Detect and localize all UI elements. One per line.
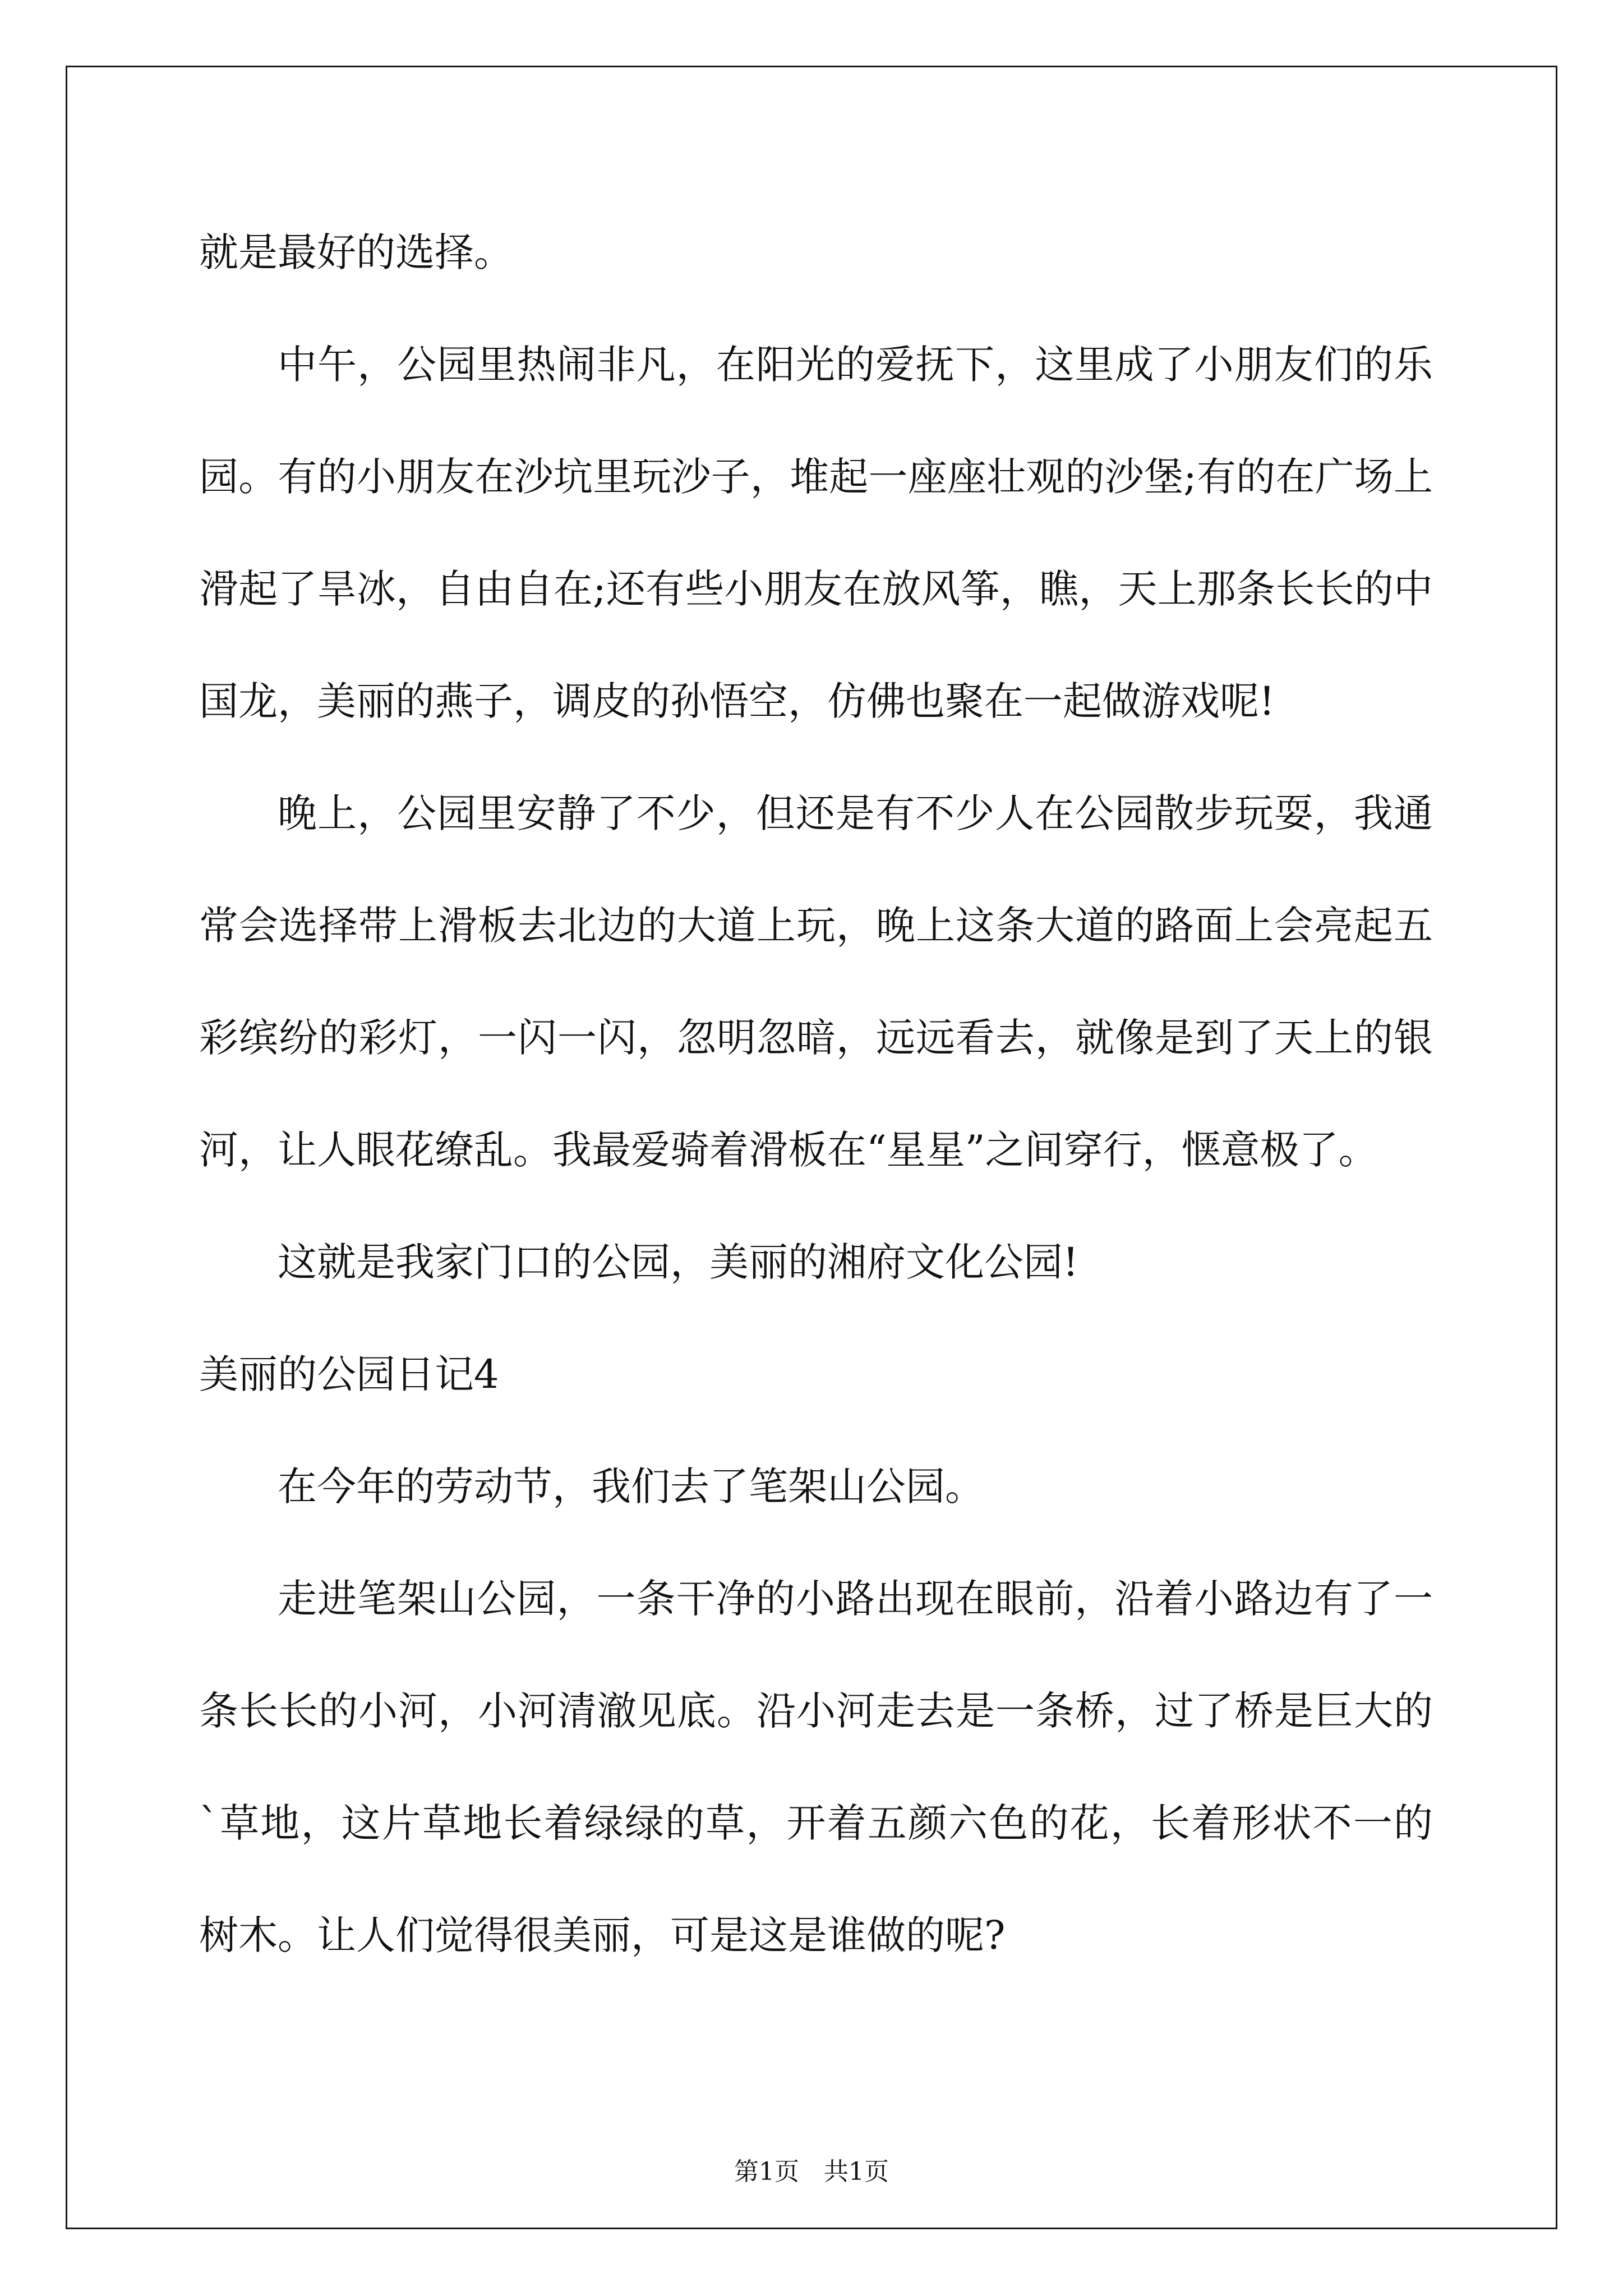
paragraph-conclusion: 这就是我家门口的公园，美丽的湘府文化公园! (278, 1239, 1079, 1285)
section-heading: 美丽的公园日记4 (199, 1351, 499, 1397)
page-footer (0, 2155, 1623, 2189)
paragraph-evening: 晚上，公园里安静了不少，但还是有不少人在公园散步玩耍，我通常会选择带上滑板去北边的大道上玩，晚上这条大道的路面上会亮起五彩缤纷的彩灯，一闪一闪，忽明忽暗，远远看去，就像是到了天上的银河，让人眼花缭乱。我最爱骑着滑板在“星星”之间穿行，惬意极了。 (199, 790, 1433, 1173)
page-number: 第1页 (734, 2157, 799, 2186)
paragraph-labor-day: 在今年的劳动节，我们去了笔架山公园。 (278, 1464, 984, 1510)
page-total: 共1页 (824, 2157, 889, 2186)
paragraph-continuation: 就是最好的选择。 (199, 229, 513, 275)
paragraph-bijia-park: 走进笔架山公园，一条干净的小路出现在眼前，沿着小路边有了一条长长的小河，小河清澈见底。沿小河走去是一条桥，过了桥是巨大的`草地，这片草地长着绿绿的草，开着五颜六色的花，长着形状不一的树木。让人们觉得很美丽，可是这是谁做的呢? (199, 1576, 1433, 1958)
document-body (199, 196, 1433, 1991)
paragraph-noon: 中午，公园里热闹非凡，在阳光的爱抚下，这里成了小朋友们的乐园。有的小朋友在沙坑里玩沙子，堆起一座座壮观的沙堡;有的在广场上滑起了旱冰，自由自在;还有些小朋友在放风筝，瞧，天上那条长长的中国龙，美丽的燕子，调皮的孙悟空，仿佛也聚在一起做游戏呢! (199, 342, 1433, 724)
